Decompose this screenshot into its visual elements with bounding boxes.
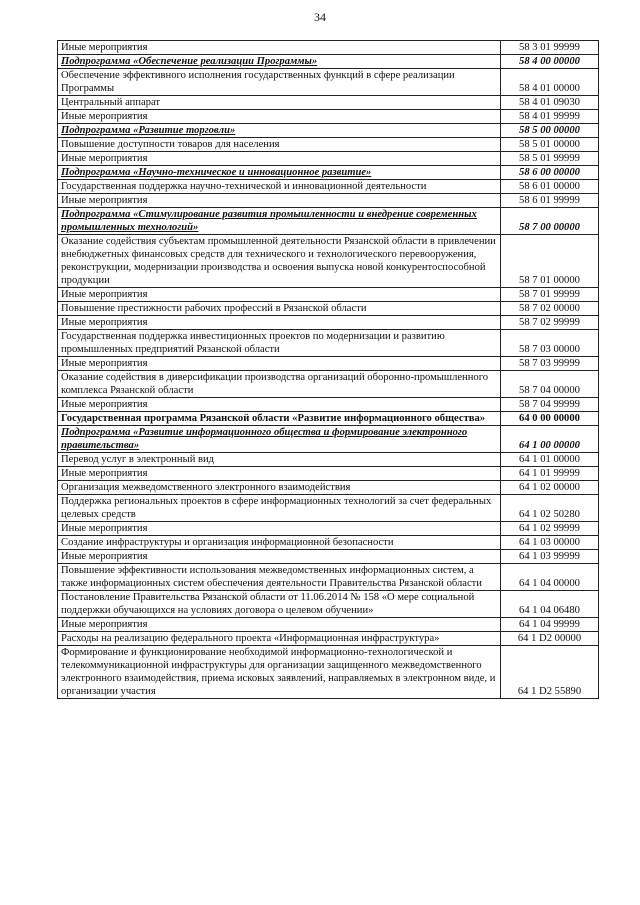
expense-name: Оказание содействия в диверсификации производства организаций оборонно-промышленного комплекса Рязанской области [58, 371, 501, 398]
expense-name: Иные мероприятия [58, 110, 501, 124]
table-row [58, 357, 599, 371]
target-article-code: 58 6 01 99999 [501, 194, 599, 208]
target-article-code: 58 7 00 00000 [501, 208, 599, 235]
expense-name: Иные мероприятия [58, 550, 501, 564]
expense-name: Иные мероприятия [58, 41, 501, 55]
target-article-code: 58 7 04 99999 [501, 398, 599, 412]
target-article-code: 58 5 01 00000 [501, 138, 599, 152]
table-row [58, 522, 599, 536]
table-row [58, 124, 599, 138]
table-row [58, 96, 599, 110]
target-article-code: 64 1 00 00000 [501, 426, 599, 453]
expense-name: Подпрограмма «Научно-техническое и инновационное развитие» [58, 166, 501, 180]
table-row [58, 194, 599, 208]
target-article-code: 64 1 02 00000 [501, 481, 599, 495]
expense-name: Государственная программа Рязанской области «Развитие информационного общества» [58, 412, 501, 426]
expense-name: Поддержка региональных проектов в сфере информационных технологий за счет федеральных целевых средств [58, 495, 501, 522]
expense-name: Иные мероприятия [58, 522, 501, 536]
expense-name: Иные мероприятия [58, 288, 501, 302]
table-row [58, 550, 599, 564]
target-article-code: 64 1 02 99999 [501, 522, 599, 536]
target-article-code: 58 7 02 00000 [501, 302, 599, 316]
table-row [58, 152, 599, 166]
table-row [58, 632, 599, 646]
target-article-code: 64 1 04 99999 [501, 618, 599, 632]
table-row [58, 591, 599, 618]
table-row [58, 166, 599, 180]
page-number: 34 [314, 10, 326, 24]
expense-name: Повышение доступности товаров для населения [58, 138, 501, 152]
target-article-code: 64 0 00 00000 [501, 412, 599, 426]
table-row [58, 330, 599, 357]
expense-name: Иные мероприятия [58, 316, 501, 330]
target-article-code: 58 3 01 99999 [501, 41, 599, 55]
expense-name: Постановление Правительства Рязанской области от 11.06.2014 № 158 «О мере социальной поддержки обучающихся на условиях договора о целевом обучении» [58, 591, 501, 618]
expense-name: Повышение престижности рабочих профессий в Рязанской области [58, 302, 501, 316]
target-article-code: 58 7 01 00000 [501, 235, 599, 288]
target-article-code: 64 1 03 00000 [501, 536, 599, 550]
expense-name: Иные мероприятия [58, 357, 501, 371]
expense-name: Подпрограмма «Развитие торговли» [58, 124, 501, 138]
target-article-code: 58 5 01 99999 [501, 152, 599, 166]
expense-name: Обеспечение эффективного исполнения государственных функций в сфере реализации Программы [58, 69, 501, 96]
table-row [58, 412, 599, 426]
expense-name: Перевод услуг в электронный вид [58, 453, 501, 467]
target-article-code: 64 1 02 50280 [501, 495, 599, 522]
table-row [58, 110, 599, 124]
expense-name: Организация межведомственного электронного взаимодействия [58, 481, 501, 495]
expense-name: Оказание содействия субъектам промышленной деятельности Рязанской области в привлечении внебюджетных финансовых средств для технического и технологического перевооружения, реконструкции, модернизации производства и освоения выпуска новой конкурентоспособной продукции [58, 235, 501, 288]
target-article-code: 64 1 01 99999 [501, 467, 599, 481]
table-row [58, 235, 599, 288]
table-row [58, 564, 599, 591]
table-row [58, 536, 599, 550]
target-article-code: 58 4 01 00000 [501, 69, 599, 96]
target-article-code: 58 4 00 00000 [501, 55, 599, 69]
expense-name: Иные мероприятия [58, 618, 501, 632]
target-article-code: 58 7 01 99999 [501, 288, 599, 302]
table-row [58, 69, 599, 96]
table-row [58, 467, 599, 481]
table-body [58, 41, 599, 699]
expense-name: Повышение эффективности использования межведомственных информационных систем, а также информационных систем обеспечения деятельности Правительства Рязанской области [58, 564, 501, 591]
expense-name: Иные мероприятия [58, 194, 501, 208]
expense-name: Подпрограмма «Стимулирование развития промышленности и внедрение современных промышленных технологий» [58, 208, 501, 235]
table-row [58, 618, 599, 632]
table-row [58, 481, 599, 495]
target-article-code: 58 6 01 00000 [501, 180, 599, 194]
expense-name: Центральный аппарат [58, 96, 501, 110]
target-article-code: 58 7 03 99999 [501, 357, 599, 371]
expense-name: Подпрограмма «Обеспечение реализации Программы» [58, 55, 501, 69]
table-row [58, 495, 599, 522]
table-row [58, 138, 599, 152]
target-article-code: 58 7 02 99999 [501, 316, 599, 330]
expense-name: Иные мероприятия [58, 467, 501, 481]
target-article-code: 64 1 03 99999 [501, 550, 599, 564]
target-article-code: 58 7 04 00000 [501, 371, 599, 398]
expense-name: Государственная поддержка научно-технической и инновационной деятельности [58, 180, 501, 194]
expense-name: Расходы на реализацию федерального проекта «Информационная инфраструктура» [58, 632, 501, 646]
table-row [58, 398, 599, 412]
table-row [58, 316, 599, 330]
table-row [58, 426, 599, 453]
budget-classification-table [57, 40, 599, 699]
expense-name: Формирование и функционирование необходимой информационно-технологической и телекоммуникационной инфраструктуры для организации защищенного межведомственного электронного взаимодействия, приема исковых заявлений, направляемых в электронном виде, и организации участия [58, 646, 501, 699]
expense-name: Иные мероприятия [58, 152, 501, 166]
target-article-code: 58 7 03 00000 [501, 330, 599, 357]
table-row [58, 288, 599, 302]
table-row [58, 371, 599, 398]
expense-name: Подпрограмма «Развитие информационного общества и формирование электронного правительства» [58, 426, 501, 453]
table-row [58, 41, 599, 55]
target-article-code: 64 1 D2 00000 [501, 632, 599, 646]
target-article-code: 64 1 D2 55890 [501, 646, 599, 699]
table-row [58, 180, 599, 194]
table-row [58, 302, 599, 316]
table-row [58, 646, 599, 699]
target-article-code: 58 6 00 00000 [501, 166, 599, 180]
target-article-code: 64 1 04 00000 [501, 564, 599, 591]
expense-name: Иные мероприятия [58, 398, 501, 412]
expense-name: Создание инфраструктуры и организация информационной безопасности [58, 536, 501, 550]
table-row [58, 55, 599, 69]
target-article-code: 58 5 00 00000 [501, 124, 599, 138]
target-article-code: 58 4 01 99999 [501, 110, 599, 124]
table-row [58, 208, 599, 235]
target-article-code: 64 1 01 00000 [501, 453, 599, 467]
target-article-code: 58 4 01 09030 [501, 96, 599, 110]
target-article-code: 64 1 04 06480 [501, 591, 599, 618]
table-row [58, 453, 599, 467]
expense-name: Государственная поддержка инвестиционных проектов по модернизации и развитию промышленных предприятий Рязанской области [58, 330, 501, 357]
